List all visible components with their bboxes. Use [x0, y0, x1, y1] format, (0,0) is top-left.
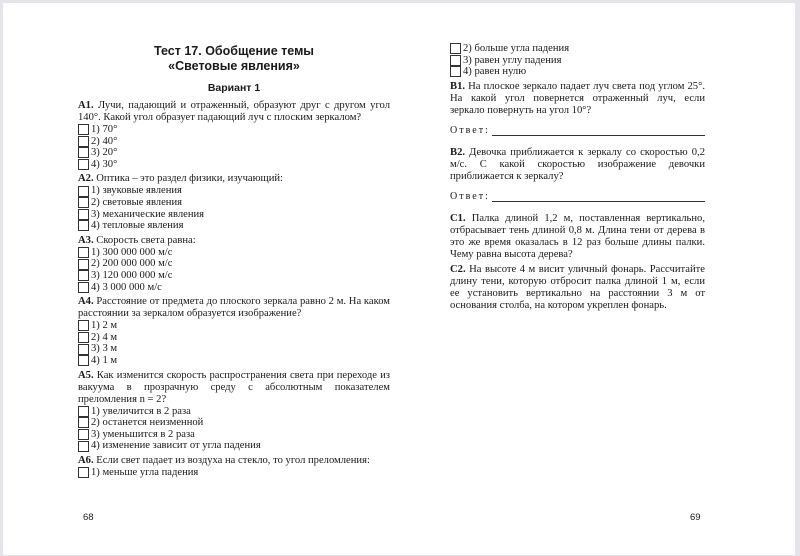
- answer-option[interactable]: [78, 197, 390, 209]
- checkbox[interactable]: [450, 43, 461, 54]
- answer-option[interactable]: [450, 55, 705, 67]
- answer-option[interactable]: [78, 332, 390, 344]
- option-label: 2) световые явления: [91, 196, 183, 208]
- answer-option[interactable]: [78, 209, 390, 221]
- question-c1: [450, 213, 705, 261]
- option-label: 2) больше угла падения: [463, 43, 570, 54]
- checkbox[interactable]: [78, 147, 89, 158]
- option-label: 2) 40°: [91, 135, 118, 147]
- option-label: 4) тепловые явления: [91, 220, 184, 232]
- continued-options: [450, 43, 705, 78]
- question-id: B2.: [450, 146, 466, 158]
- answer-option[interactable]: [78, 247, 390, 259]
- answer-option[interactable]: [78, 440, 390, 452]
- answer-option[interactable]: [78, 159, 390, 171]
- checkbox[interactable]: [78, 220, 89, 231]
- answer-option[interactable]: [78, 185, 390, 197]
- answer-option[interactable]: [450, 66, 705, 78]
- test-title: Тест 17. Обобщение темы: [154, 44, 314, 58]
- checkbox[interactable]: [78, 332, 89, 343]
- answer-option[interactable]: [78, 467, 390, 479]
- checkbox[interactable]: [78, 186, 89, 197]
- question-a4: [78, 296, 390, 320]
- option-label: 3) механические явления: [91, 208, 205, 220]
- option-label: 1) звуковые явления: [91, 185, 182, 197]
- question-a5: [78, 370, 390, 406]
- question-a6: [78, 455, 390, 467]
- option-label: 3) 3 м: [91, 343, 118, 355]
- option-label: 2) 4 м: [91, 331, 118, 343]
- question-id: B1.: [450, 80, 466, 92]
- answer-option[interactable]: [78, 124, 390, 136]
- option-label: 4) 1 м: [91, 354, 118, 366]
- question-id: A6.: [78, 454, 94, 466]
- question-text: Скорость света равна:: [93, 234, 196, 246]
- checkbox[interactable]: [450, 66, 461, 77]
- answer-option[interactable]: [78, 406, 390, 418]
- checkbox[interactable]: [78, 429, 89, 440]
- question-text: На высоте 4 м висит уличный фонарь. Рассчитайте длину тени, которую отбросит палка длиной 1 м, если ее установить вертикально на расстоянии 3 м от основания столба, на котором укреплен фонарь.: [450, 263, 705, 311]
- answer-option[interactable]: [78, 282, 390, 294]
- answer-option[interactable]: [78, 320, 390, 332]
- question-a1: [78, 100, 390, 124]
- checkbox[interactable]: [78, 136, 89, 147]
- question-id: C2.: [450, 263, 466, 275]
- question-text: Палка длиной 1,2 м, поставленная вертикально, отбрасывает тень длиной 0,8 м. Длина тени от дерева в это же время оказалась в 12 раз больше длины палки. Чему равна высота дерева?: [450, 212, 705, 260]
- question-b1: [450, 81, 705, 117]
- option-label: 4) 30°: [91, 158, 118, 170]
- answer-option[interactable]: [78, 136, 390, 148]
- question-text: Как изменится скорость распространения света при переходе из вакуума в прозрачную среду с абсолютным показателем преломления n = 2?: [78, 369, 390, 405]
- answer-option[interactable]: [450, 43, 705, 55]
- option-label: 2) 200 000 000 м/с: [91, 258, 173, 270]
- left-page: [78, 3, 390, 555]
- page-number-left: 68: [83, 512, 94, 523]
- page-number-right: 69: [690, 512, 701, 523]
- answer-option[interactable]: [78, 258, 390, 270]
- checkbox[interactable]: [78, 320, 89, 331]
- question-a2: [78, 173, 390, 185]
- test-subtitle: «Световые явления»: [168, 59, 300, 73]
- question-id: C1.: [450, 212, 466, 224]
- answer-option[interactable]: [78, 147, 390, 159]
- checkbox[interactable]: [78, 406, 89, 417]
- right-page: [450, 3, 705, 555]
- question-text: Лучи, падающий и отраженный, образуют друг с другом угол 140°. Какой угол образует падающий луч с плоским зеркалом?: [78, 100, 390, 123]
- variant-heading: Вариант 1: [207, 82, 261, 94]
- option-label: 4) равен нулю: [463, 66, 527, 78]
- answer-label: Ответ:: [450, 190, 490, 202]
- answer-option[interactable]: [78, 343, 390, 355]
- option-label: 3) 20°: [91, 147, 118, 159]
- question-id: A1.: [78, 100, 94, 111]
- question-a3: [78, 235, 390, 247]
- checkbox[interactable]: [78, 270, 89, 281]
- option-label: 1) 70°: [91, 124, 118, 135]
- answer-option[interactable]: [78, 417, 390, 429]
- question-id: A5.: [78, 369, 94, 381]
- checkbox[interactable]: [78, 417, 89, 428]
- checkbox[interactable]: [78, 209, 89, 220]
- question-text: Девочка приближается к зеркалу со скоростью 0,2 м/с. С какой скоростью изображение девочки приближается к зеркалу?: [450, 146, 705, 182]
- option-label: 4) изменение зависит от угла падения: [91, 440, 261, 452]
- answer-option[interactable]: [78, 220, 390, 232]
- checkbox[interactable]: [78, 247, 89, 258]
- checkbox[interactable]: [78, 344, 89, 355]
- answer-label: Ответ:: [450, 124, 490, 136]
- question-list: [78, 100, 390, 478]
- question-text: Если свет падает из воздуха на стекло, то угол преломления:: [93, 454, 370, 466]
- question-id: A3.: [78, 234, 94, 246]
- checkbox[interactable]: [78, 159, 89, 170]
- option-label: 3) равен углу падения: [463, 54, 562, 66]
- answer-field-b1[interactable]: [450, 125, 705, 136]
- option-label: 1) 2 м: [91, 320, 118, 332]
- question-text: Расстояние от предмета до плоского зеркала равно 2 м. На каком расстоянии за зеркалом образуется изображение?: [78, 296, 390, 320]
- question-id: A4.: [78, 296, 94, 308]
- checkbox[interactable]: [78, 467, 89, 478]
- option-label: 1) меньше угла падения: [91, 466, 199, 478]
- checkbox[interactable]: [78, 259, 89, 270]
- question-id: A2.: [78, 173, 94, 185]
- answer-option[interactable]: [78, 429, 390, 441]
- checkbox[interactable]: [78, 282, 89, 293]
- book-spread: [3, 3, 795, 555]
- checkbox[interactable]: [78, 441, 89, 452]
- answer-option[interactable]: [78, 355, 390, 367]
- checkbox[interactable]: [78, 197, 89, 208]
- option-label: 1) увеличится в 2 раза: [91, 405, 191, 417]
- answer-option[interactable]: [78, 270, 390, 282]
- checkbox[interactable]: [78, 124, 89, 135]
- question-text: Оптика – это раздел физики, изучающий:: [93, 173, 283, 185]
- question-c2: [450, 264, 705, 312]
- option-label: 4) 3 000 000 м/с: [91, 281, 162, 293]
- question-text: На плоское зеркало падает луч света под углом 25°. На какой угол повернется отраженный луч, если зеркало повернуть на угол 10°?: [450, 80, 705, 116]
- question-b2: [450, 147, 705, 183]
- answer-line[interactable]: [492, 126, 705, 136]
- option-label: 3) уменьшится в 2 раза: [91, 428, 195, 440]
- answer-line[interactable]: [492, 192, 705, 202]
- checkbox[interactable]: [450, 55, 461, 66]
- answer-field-b2[interactable]: [450, 191, 705, 202]
- checkbox[interactable]: [78, 355, 89, 366]
- option-label: 3) 120 000 000 м/с: [91, 269, 173, 281]
- option-label: 2) останется неизменной: [91, 417, 204, 429]
- option-label: 1) 300 000 000 м/с: [91, 246, 173, 258]
